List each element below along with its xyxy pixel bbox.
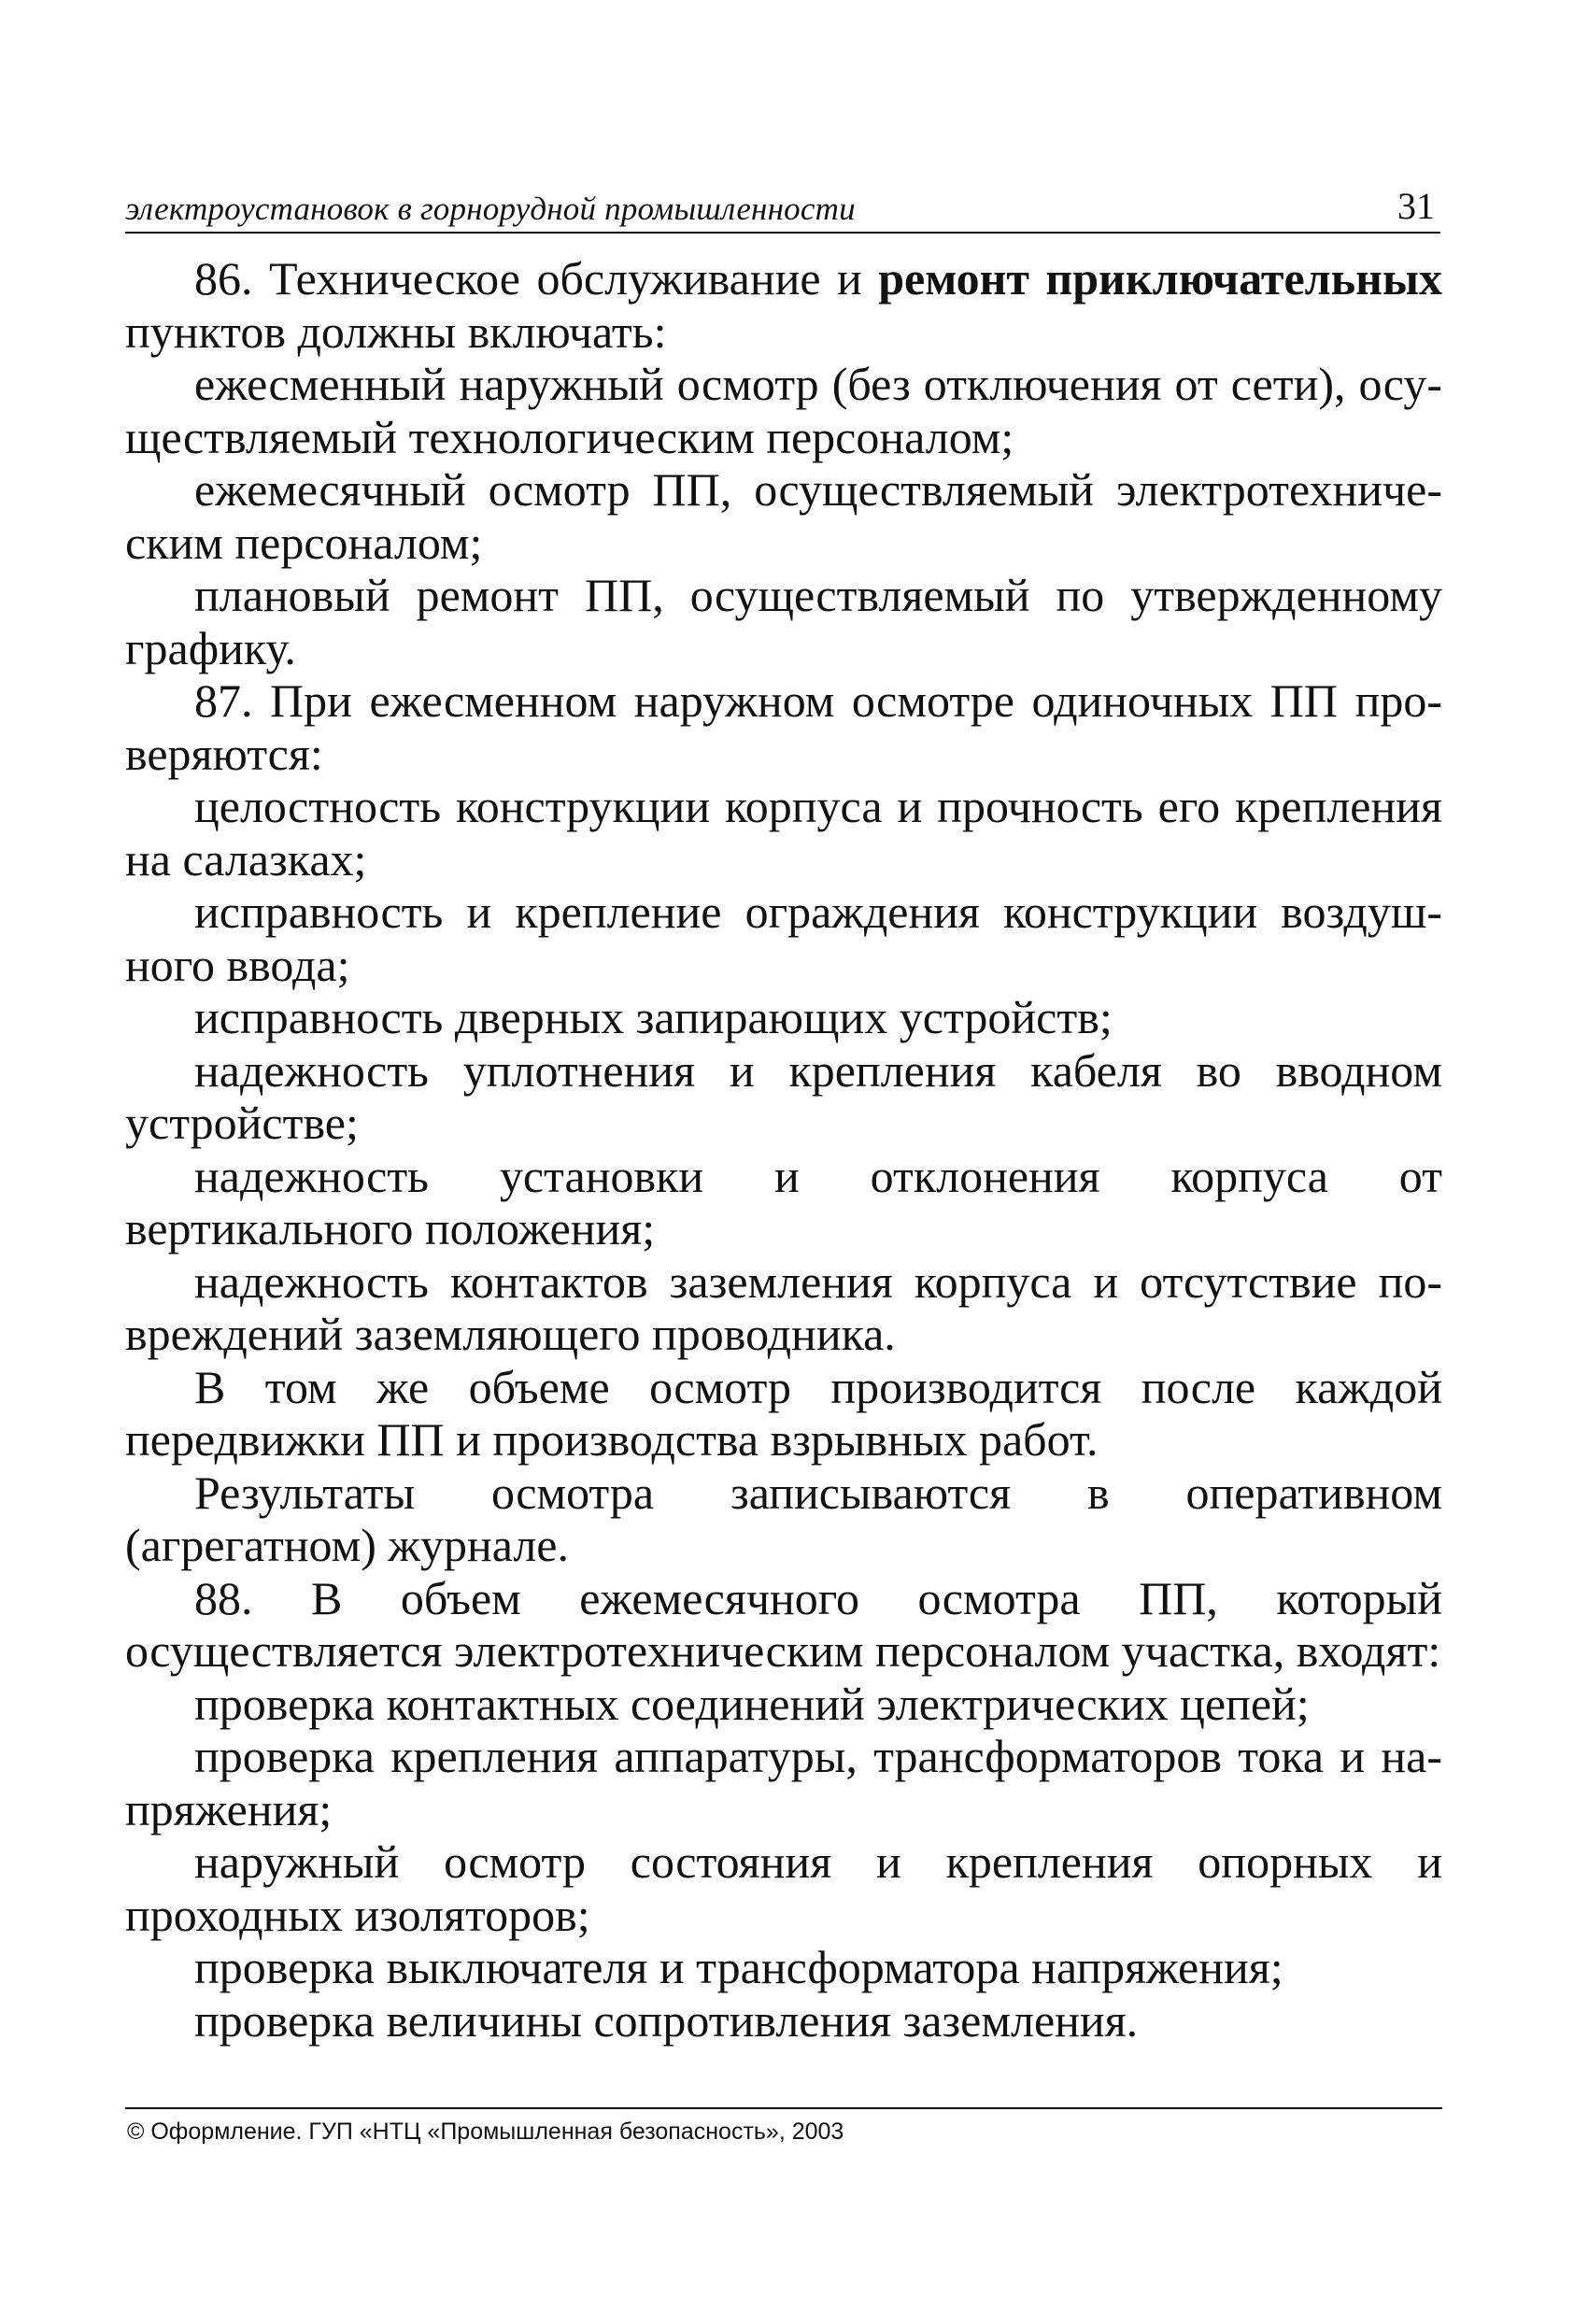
list-item: надежность контактов заземления корпуса и отсутствие повреждений заземляющего проводника. <box>125 1254 1442 1360</box>
list-item: целостность конструкции корпуса и прочность его крепления на салазках; <box>125 780 1442 886</box>
footer-divider <box>125 2107 1442 2109</box>
paragraph-86 <box>125 252 1442 358</box>
list-item: надежность уплотнения и крепления кабеля во вводном устройстве; <box>125 1043 1442 1149</box>
paragraph-text: пунктов должны включать: <box>125 305 667 358</box>
paragraph-87: 87. При ежесменном наружном осмотре одиночных ПП проверяются: <box>125 674 1442 780</box>
list-item: проверка крепления аппаратуры, трансформаторов тока и напряжения; <box>125 1730 1442 1835</box>
copyright-notice: © Оформление. ГУП «НТЦ «Промышленная безопасность», 2003 <box>127 2119 844 2145</box>
list-item: надежность установки и отклонения корпуса от вертикального положения; <box>125 1149 1442 1254</box>
list-item: исправность дверных запирающих устройств; <box>194 991 1113 1043</box>
page-number: 31 <box>1397 185 1435 227</box>
list-item: проверка выключателя и трансформатора напряжения; <box>194 1941 1283 1993</box>
clause-number: 86. <box>194 252 269 305</box>
list-item: проверка величины сопротивления заземления. <box>194 1993 1139 2047</box>
list-item: проверка контактных соединений электрических цепей; <box>194 1677 1310 1730</box>
running-header <box>125 187 1440 234</box>
paragraph-88: 88. В объем ежемесячного осмотра ПП, который осуществляется электротехническим персоналом участка, входят: <box>125 1571 1442 1677</box>
body-text <box>125 252 1442 2047</box>
list-item: ежемесячный осмотр ПП, осуществляемый электротехническим персоналом; <box>125 463 1442 569</box>
paragraph: В том же объеме осмотр производится после каждой передвижки ПП и производства взрывных работ. <box>125 1360 1442 1466</box>
paragraph-text: Техническое обслуживание и <box>268 252 879 305</box>
list-item: исправность и крепление ограждения конструкции воздушного ввода; <box>125 886 1442 991</box>
list-item: плановый ремонт ПП, осуществляемый по утвержденному графику. <box>125 569 1442 674</box>
paragraph: Результаты осмотра записываются в оперативном (агрегатном) журнале. <box>125 1466 1442 1571</box>
list-item: ежесменный наружный осмотр (без отключения от сети), осуществляемый технологическим персоналом; <box>125 358 1442 463</box>
bold-phrase: ремонт приключательных <box>878 252 1443 305</box>
list-item: наружный осмотр состояния и крепления опорных и проходных изоляторов; <box>125 1835 1442 1941</box>
running-title: электроустановок в горнорудной промышленности <box>125 191 856 227</box>
